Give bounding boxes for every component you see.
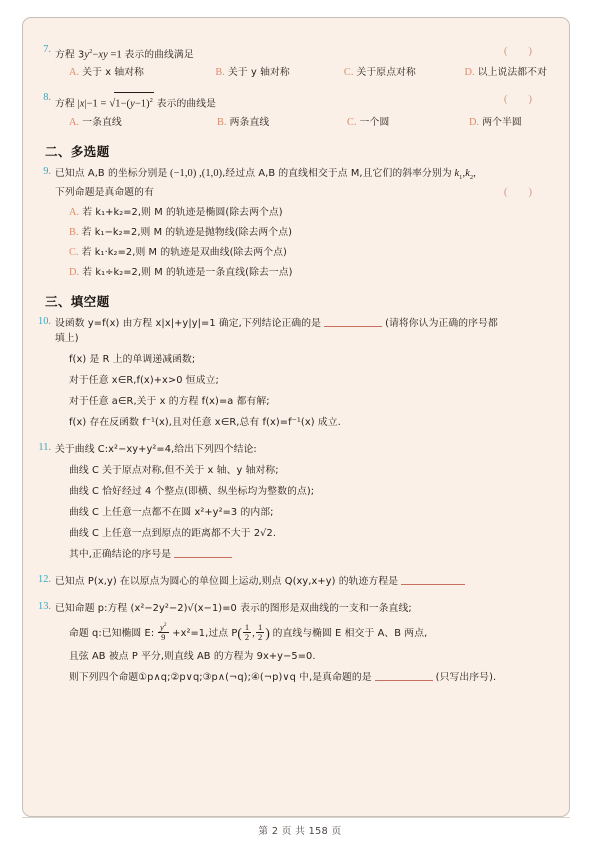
question-12 (38, 574, 547, 589)
question-13-line-2-a: 命题 q:已知椭圆 E: (69, 627, 155, 639)
question-12-number: 12. (38, 574, 51, 586)
question-7 (43, 44, 547, 80)
question-12-text: 已知点 P(x,y) 在以原点为圆心的单位圆上运动,则点 Q(xy,x+y) 的轨迹方程是 (55, 576, 399, 588)
sqrt-symbol: $√1-(y-1)^2$ (109, 92, 154, 111)
question-10-line-2-text: 填上) (55, 333, 79, 345)
option-label: A. (69, 207, 80, 219)
question-11-item-2 (55, 484, 547, 499)
question-10-item-2-text: 对于任意 x∈R,f(x)+x>0 恒成立; (69, 375, 219, 387)
question-9 (43, 165, 547, 280)
page-footer: 第 2 页 共 158 页 (258, 826, 342, 837)
page-bottom-edge (22, 817, 570, 818)
question-11-tail-text: 其中,正确结论的序号是 (69, 549, 172, 561)
question-9-option-d[interactable] (55, 265, 547, 280)
option-label: C. (347, 116, 357, 128)
question-8-stem-suffix: 表示的曲线是 (156, 98, 217, 110)
question-11-tail (55, 547, 547, 562)
question-10-line-1-a: 设函数 y=f(x) 由方程 x|x|+y|y|=1 确定,下列结论正确的是 (55, 318, 322, 330)
option-text: 两个半圆 (482, 116, 522, 128)
question-9-line-1: 已知点 A,B 的坐标分别是 (−1,0) ,(1,0),经过点 A,B 的直线相交于点 M,且它们的斜率分别为 $k_1,k_2$, (55, 167, 476, 182)
question-7-option-a[interactable] (69, 65, 215, 80)
question-9-line-2-text: 下列命题是真命题的有 (55, 187, 154, 199)
question-13-line-4 (55, 670, 547, 685)
option-text: 若 k₁−k₂=2,则 M 的轨迹是抛物线(除去两个点) (81, 227, 293, 239)
question-13-line-1 (55, 601, 547, 616)
option-label: B. (215, 67, 225, 79)
question-7-option-b[interactable] (215, 65, 344, 80)
question-10-line-2 (55, 331, 547, 346)
fraction-y2-over-9: $\frac{y^2}{9}$ (159, 622, 167, 642)
fraction-one-half-b: $\frac{1}{2}$ (257, 622, 263, 642)
question-9-line-2 (55, 185, 547, 200)
question-7-stem: 方程 $3y^2-xy =1$ 表示的曲线满足 ( ) (55, 45, 541, 61)
option-text: 一个圆 (359, 116, 390, 128)
option-label: D. (464, 67, 475, 79)
option-text: 若 k₁÷k₂=2,则 M 的轨迹是一条直线(除去一点) (82, 267, 293, 279)
option-text: 关于 x 轴对称 (82, 67, 145, 79)
question-11-item-4-text: 曲线 C 上任意一点到原点的距离都不大于 2√2. (69, 528, 277, 540)
question-10-item-2 (55, 373, 547, 388)
question-13-number: 13. (38, 601, 51, 613)
answer-blank[interactable] (174, 548, 232, 558)
option-text: 一条直线 (82, 116, 122, 128)
question-10-item-3-text: 对于任意 a∈R,关于 x 的方程 f(x)=a 都有解; (69, 396, 270, 408)
answer-blank[interactable] (375, 671, 433, 681)
question-11-line-1 (55, 442, 547, 457)
question-9-option-c[interactable] (55, 245, 547, 260)
question-8-option-c[interactable] (347, 115, 469, 130)
question-8-number: 8. (43, 92, 51, 104)
option-label: B. (217, 116, 227, 128)
question-10-item-3 (55, 394, 547, 409)
question-11-line-1-text: 关于曲线 C:x²−xy+y²=4,给出下列四个结论: (55, 444, 257, 456)
question-9-options (55, 205, 547, 280)
question-7-stem-prefix: 方程 3 (55, 49, 85, 61)
question-10-line-1-b: (请将你认为正确的序号都 (385, 318, 498, 330)
question-10 (38, 316, 547, 430)
question-13-line-3-text: 且弦 AB 被点 P 平分,则直线 AB 的方程为 9x+y−5=0. (69, 650, 316, 662)
option-label: C. (69, 247, 79, 259)
option-text: 关于原点对称 (356, 67, 416, 79)
question-8-options (55, 115, 547, 130)
question-8-option-d[interactable] (469, 115, 522, 130)
question-8-option-b[interactable] (217, 115, 347, 130)
question-10-line-1 (55, 316, 547, 331)
question-9-line-1-b: ,经过点 A,B 的直线相交于点 M,且它们的斜率分别为 (222, 167, 452, 179)
question-7-answer-paren[interactable]: ( ) (503, 45, 541, 57)
option-label: A. (69, 116, 80, 128)
question-8-option-a[interactable] (69, 115, 217, 130)
question-11-item-1 (55, 463, 547, 478)
question-13-line-4-b: (只写出序号). (435, 671, 497, 683)
page-content (23, 18, 569, 816)
question-11 (38, 442, 547, 562)
question-8-stem-prefix: 方程 (55, 98, 75, 110)
question-8-answer-paren[interactable]: ( ) (503, 93, 541, 106)
question-10-item-1 (55, 352, 547, 367)
answer-blank[interactable] (401, 575, 465, 585)
question-13-line-1-text: 已知命题 p:方程 (x²−2y²−2)√(x−1)=0 表示的图形是双曲线的一支和一条直线; (55, 603, 412, 615)
question-13-line-4-a: 则下列四个命题①p∧q;②p∨q;③p∧(¬q);④(¬p)∨q 中,是真命题的是 (69, 671, 372, 683)
question-11-item-1-text: 曲线 C 关于原点对称,但不关于 x 轴、y 轴对称; (69, 465, 279, 477)
question-13-line-3 (55, 649, 547, 664)
question-9-option-b[interactable] (55, 225, 547, 240)
section-heading-fill-in-blank: 三、填空题 (45, 294, 110, 310)
option-label: B. (69, 227, 79, 239)
exam-page-sheet (22, 17, 570, 817)
answer-blank[interactable] (324, 317, 382, 327)
question-13 (38, 601, 547, 685)
option-label: C. (343, 67, 354, 79)
option-label: D. (69, 267, 80, 279)
question-11-number: 11. (38, 442, 51, 454)
fraction-one-half-a: $\frac{1}{2}$ (244, 622, 250, 642)
question-10-number: 10. (38, 316, 51, 328)
question-9-option-a[interactable] (55, 205, 547, 220)
question-7-number: 7. (43, 44, 51, 55)
question-8 (43, 92, 547, 129)
question-10-item-1-text: f(x) 是 R 上的单调递减函数; (69, 354, 196, 366)
question-11-item-3 (55, 505, 547, 520)
option-text: 关于 y 轴对称 (227, 67, 290, 79)
question-7-options (55, 65, 547, 80)
option-text: 若 k₁+k₂=2,则 M 的轨迹是椭圆(除去两个点) (82, 207, 283, 219)
question-7-option-c[interactable] (344, 65, 465, 80)
option-label: A. (69, 67, 80, 79)
question-9-line-1-a: 已知点 A,B 的坐标分别是 (55, 167, 168, 179)
question-7-stem-suffix: 表示的曲线满足 (124, 49, 194, 61)
question-8-stem: 方程 $|x|-1 = √1-(y-1)^2$ 表示的曲线是 ( ) (55, 93, 541, 110)
question-12-line-1 (55, 574, 547, 589)
question-11-item-4 (55, 526, 547, 541)
option-label: D. (469, 116, 480, 128)
question-10-item-4-text: f(x) 存在反函数 f⁻¹(x),且对任意 x∈R,总有 f(x)=f⁻¹(x) 成立. (69, 417, 341, 429)
question-13-line-2-b: +x²=1,过点 P (172, 627, 238, 639)
question-13-line-2: 命题 q:已知椭圆 E: $\frac{y^2}{9}$ +x²=1,过点 P( $\frac{1}{2}$ , $\frac{1}{2}$ ) 的直线与椭圆 E 相交于 A、B 两点, (69, 622, 428, 642)
question-11-item-2-text: 曲线 C 恰好经过 4 个整点(即横、纵坐标均为整数的点); (69, 486, 315, 498)
option-text: 以上说法都不对 (477, 67, 547, 79)
question-11-item-3-text: 曲线 C 上任意一点都不在圆 x²+y²=3 的内部; (69, 507, 274, 519)
question-9-number: 9. (43, 165, 51, 177)
question-13-line-2-c: 的直线与椭圆 E 相交于 A、B 两点, (272, 627, 428, 639)
question-9-answer-paren[interactable]: ( ) (503, 186, 541, 199)
question-10-item-4 (55, 415, 547, 430)
section-heading-multiple-choice: 二、多选题 (45, 143, 110, 159)
question-7-option-d[interactable] (464, 65, 547, 80)
option-text: 若 k₁·k₂=2,则 M 的轨迹是双曲线(除去两个点) (81, 247, 287, 259)
option-text: 两条直线 (229, 116, 270, 128)
